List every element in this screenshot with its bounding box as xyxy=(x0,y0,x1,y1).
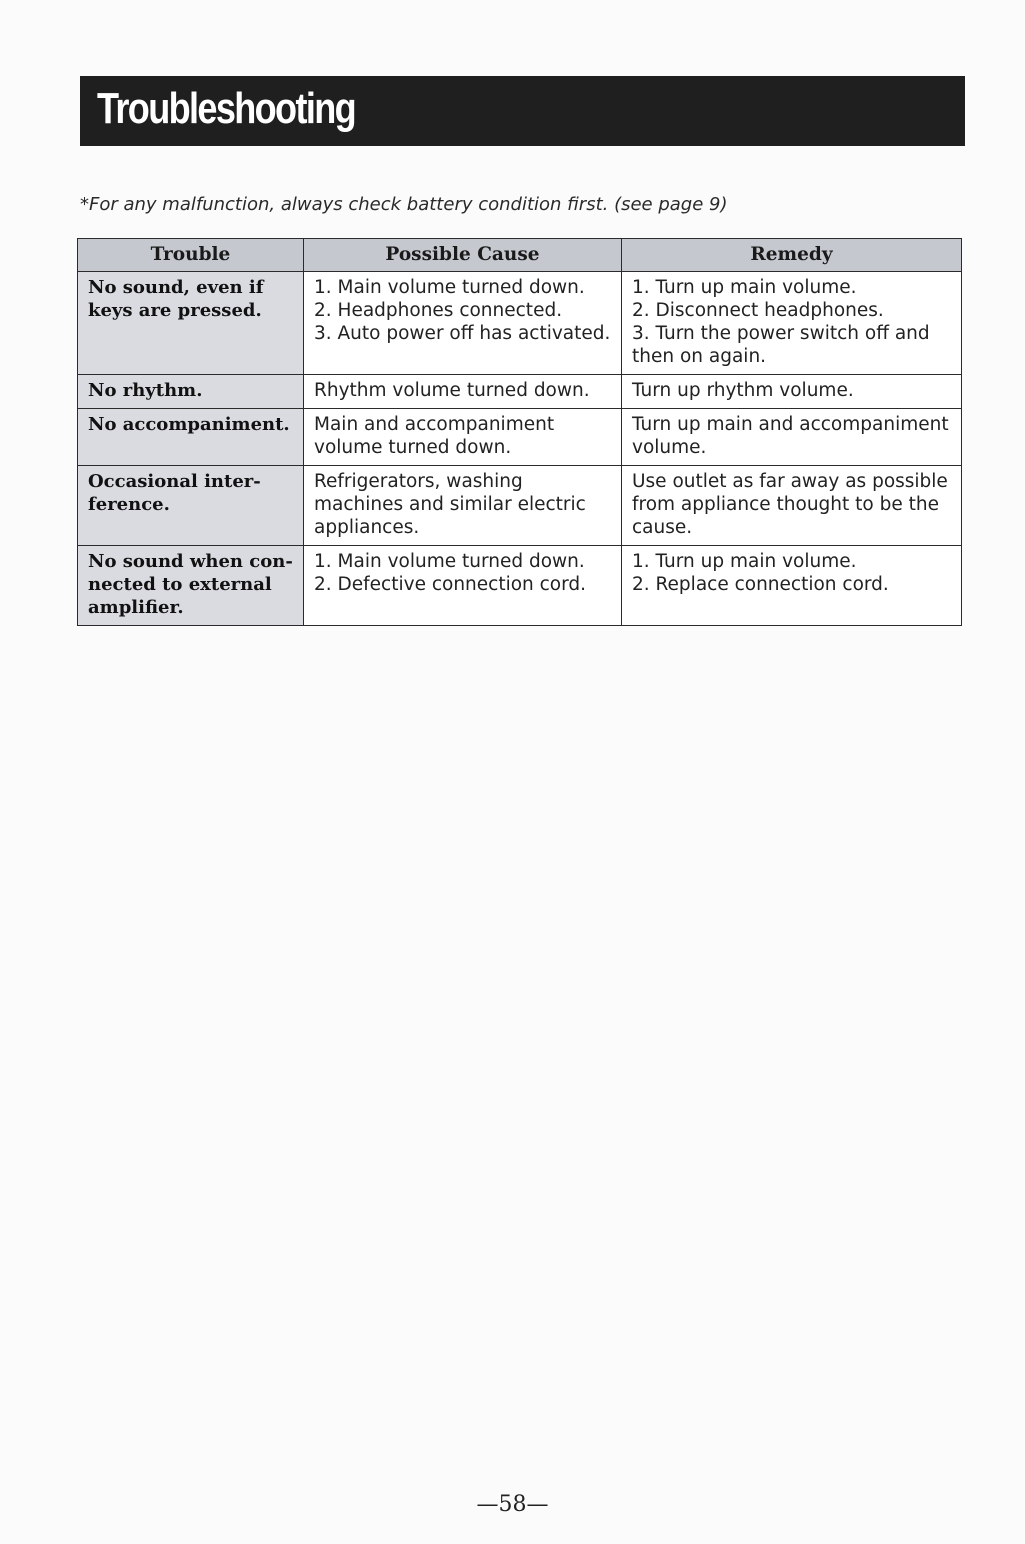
remedy-cell xyxy=(622,409,962,466)
page-title: Troubleshooting xyxy=(97,84,356,133)
cause-line: Rhythm volume turned down. xyxy=(314,380,590,401)
cause-line: 1. Main volume turned down. xyxy=(314,551,585,572)
remedy-cell xyxy=(622,466,962,546)
remedy-line: 3. Turn the power switch off and then on again. xyxy=(632,323,930,367)
cause-cell xyxy=(304,409,622,466)
remedy-cell xyxy=(622,546,962,626)
cause-line: 2. Headphones connected. xyxy=(314,300,563,321)
cause-line: Main and accompaniment volume turned down. xyxy=(314,414,555,458)
cause-cell xyxy=(304,375,622,409)
header-possible-cause: Possible Cause xyxy=(304,239,622,272)
troubleshooting-table xyxy=(77,238,962,626)
remedy-line: Turn up rhythm volume. xyxy=(632,380,854,401)
remedy-line: 2. Replace connection cord. xyxy=(632,574,889,595)
remedy-line: 1. Turn up main volume. xyxy=(632,551,857,572)
table-row xyxy=(78,375,962,409)
remedy-line: 1. Turn up main volume. xyxy=(632,277,857,298)
header-remedy: Remedy xyxy=(622,239,962,272)
table-row xyxy=(78,466,962,546)
remedy-line: 2. Disconnect headphones. xyxy=(632,300,884,321)
cause-line: 3. Auto power off has activated. xyxy=(314,323,611,344)
table-row xyxy=(78,546,962,626)
remedy-cell xyxy=(622,375,962,409)
trouble-cell: No sound, even if keys are pressed. xyxy=(78,272,304,375)
remedy-line: Use outlet as far away as possible from appliance thought to be the cause. xyxy=(632,471,948,538)
page-number: —58— xyxy=(476,1492,549,1517)
remedy-cell xyxy=(622,272,962,375)
cause-cell xyxy=(304,466,622,546)
trouble-cell: No sound when con-nected to external amplifier. xyxy=(78,546,304,626)
trouble-cell: Occasional inter-ference. xyxy=(78,466,304,546)
trouble-cell: No accompaniment. xyxy=(78,409,304,466)
table-row xyxy=(78,272,962,375)
table-header-row xyxy=(78,239,962,272)
battery-note: *For any malfunction, always check battery condition first. (see page 9) xyxy=(80,194,728,215)
cause-line: 1. Main volume turned down. xyxy=(314,277,585,298)
remedy-line: Turn up main and accompaniment volume. xyxy=(632,414,949,458)
cause-cell xyxy=(304,546,622,626)
cause-line: Refrigerators, washing machines and similar electric appliances. xyxy=(314,471,586,538)
title-banner xyxy=(80,76,965,146)
cause-line: 2. Defective connection cord. xyxy=(314,574,587,595)
table-row xyxy=(78,409,962,466)
cause-cell xyxy=(304,272,622,375)
header-trouble: Trouble xyxy=(78,239,304,272)
trouble-cell: No rhythm. xyxy=(78,375,304,409)
